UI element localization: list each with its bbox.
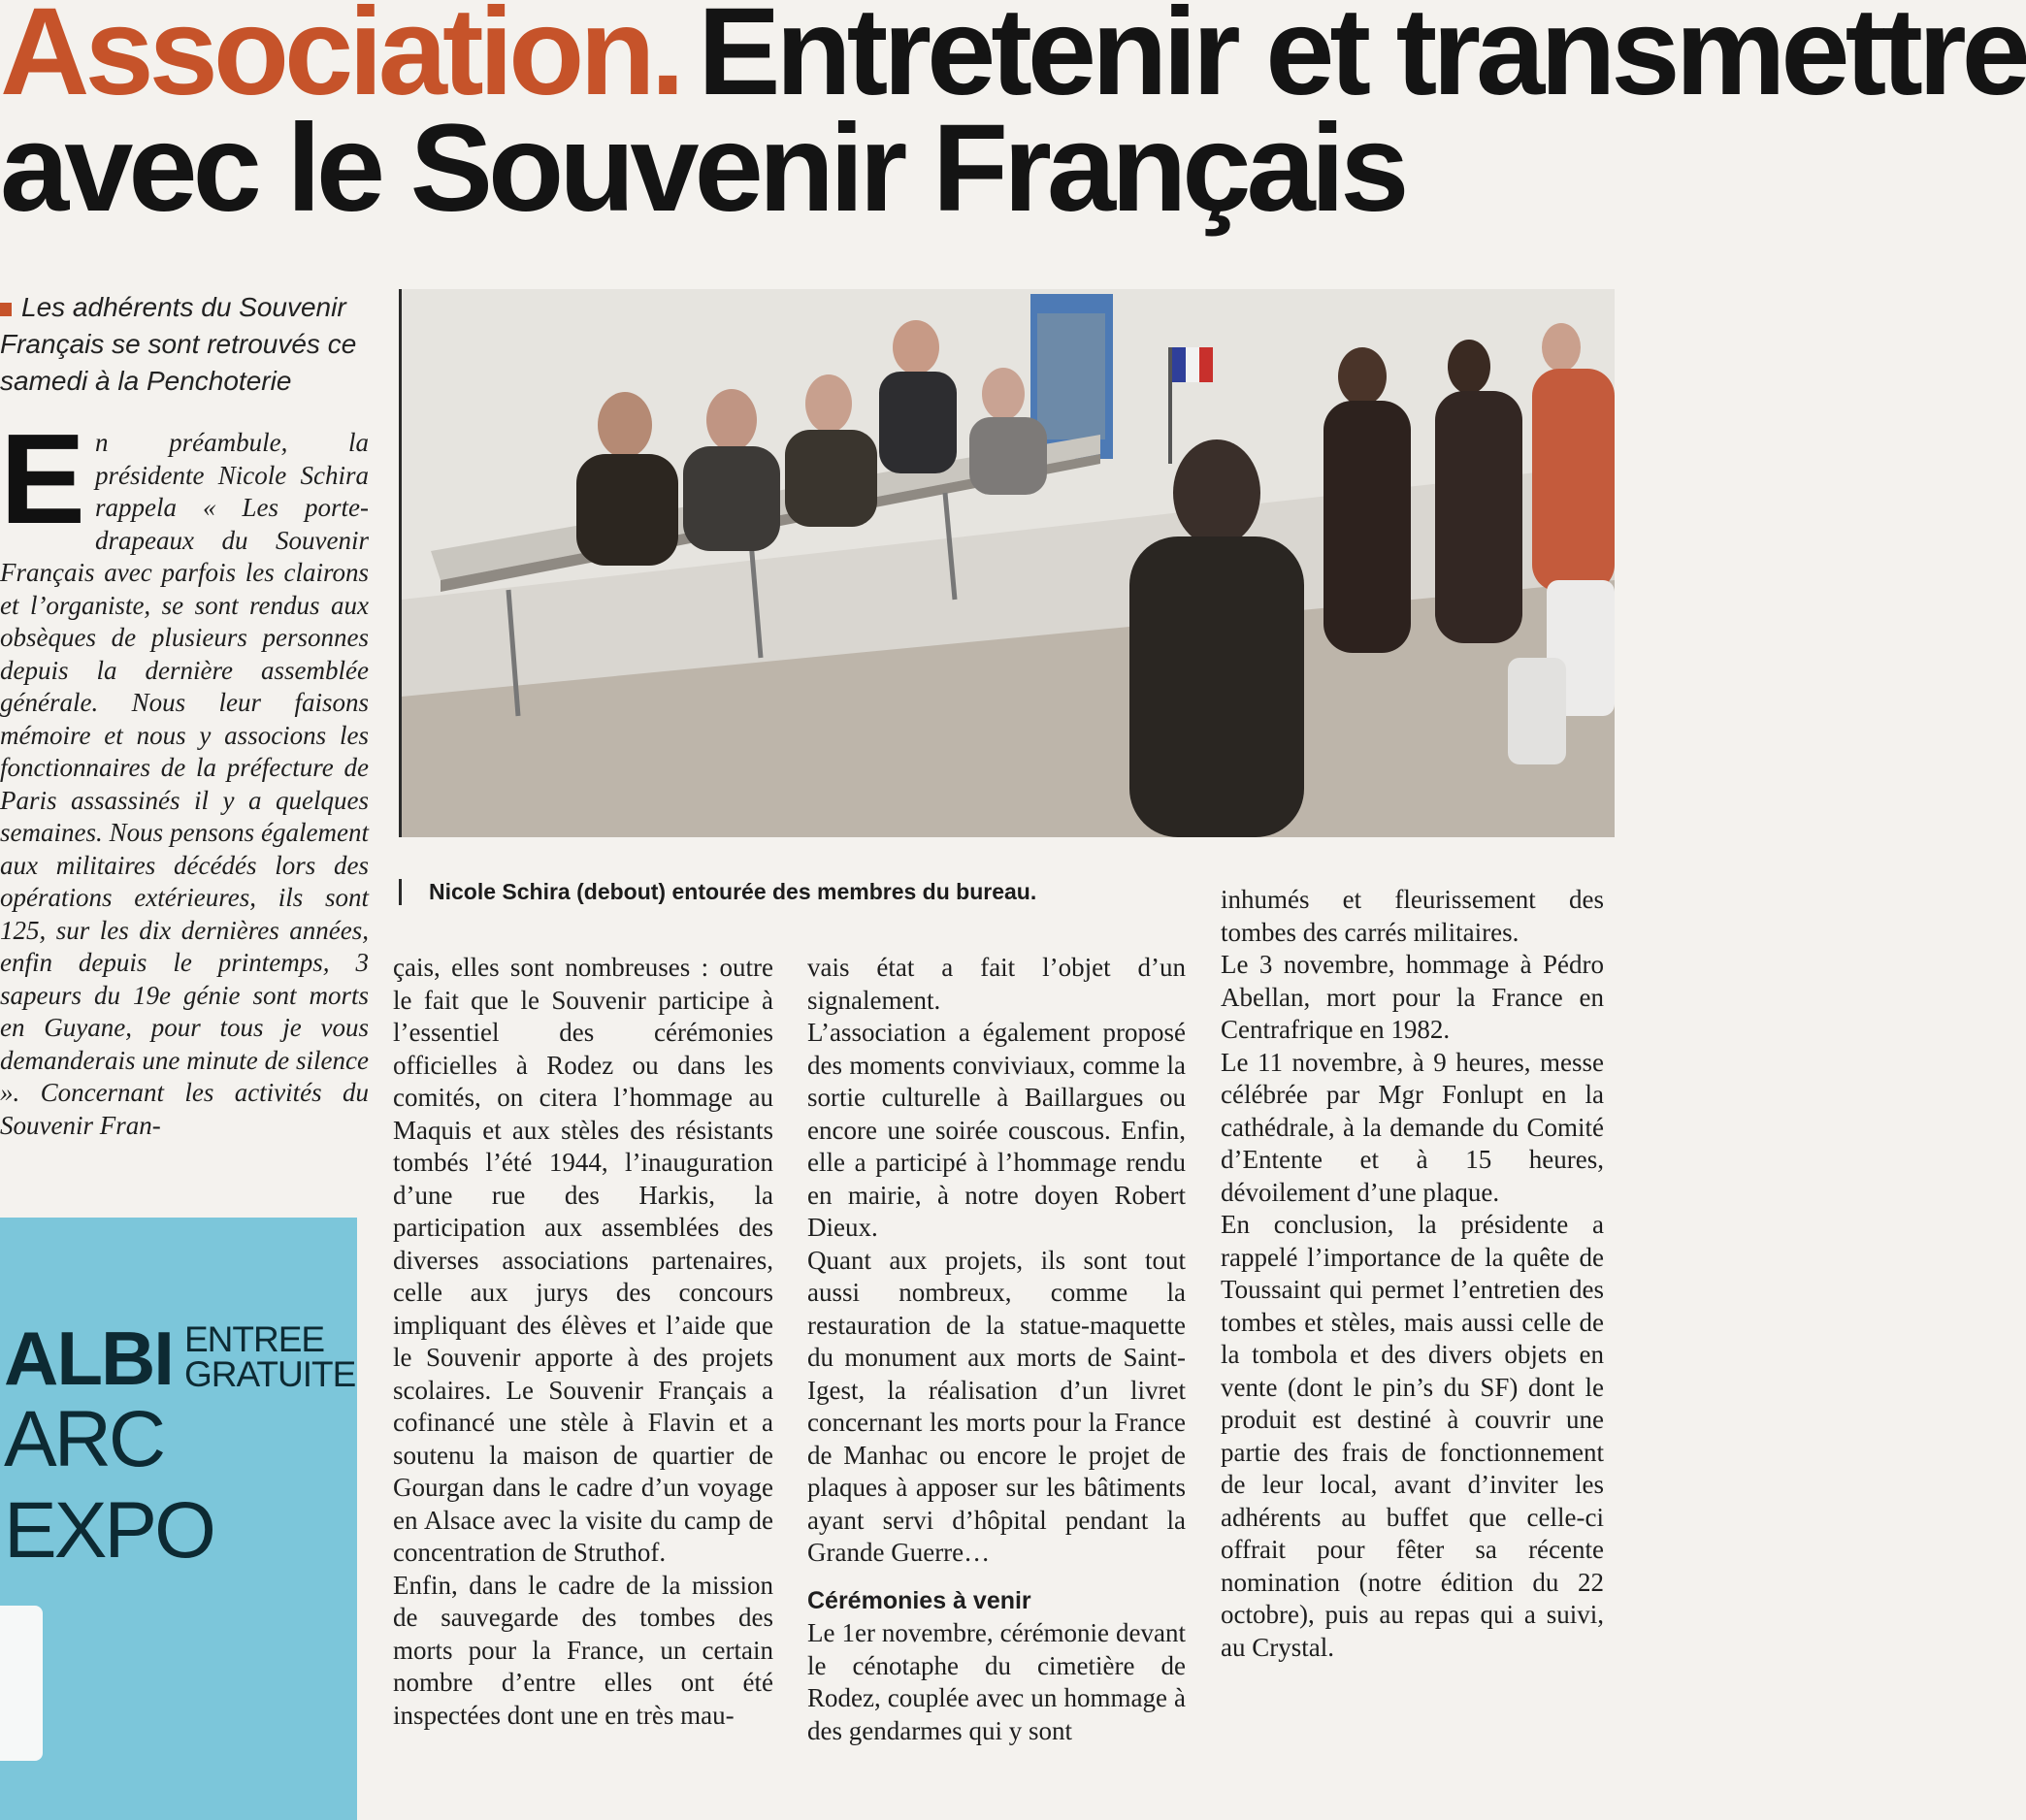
ad-free-line1: ENTREE bbox=[184, 1319, 325, 1359]
ad-graphic-block bbox=[0, 1606, 43, 1761]
article-paragraph: Le 11 novembre, à 9 heures, messe célébrée par Mgr Fonlupt en la cathédrale, à la demande du Comité d’Entente et à 15 heures, dévoilement d’une plaque. bbox=[1221, 1047, 1604, 1207]
ad-city: ALBI bbox=[4, 1316, 173, 1401]
article-paragraph: n préambule, la présidente Nicole Schira rappela « Les porte-drapeaux du Souvenir Français avec parfois les clairons et l’organiste, se sont rendus aux obsèques de plusieurs personnes depuis la dernière assemblée générale. Nous leur faisons mémoire et nous y associons les fonctionnaires de la préfecture de Paris assassinés il y a quelques semaines. Nous pensons également aux militaires décédés lors des opérations extérieures, ils sont 125, sur les dix dernières années, enfin depuis le printemps, 3 sapeurs du 19e génie sont morts en Guyane, pour tous je vous demanderais une minute de silence ». Concernant les activités du Souvenir Fran- bbox=[0, 428, 369, 1140]
article-column-3 bbox=[807, 952, 1186, 1747]
article-paragraph: inhumés et fleurissement des tombes des carrés militaires. bbox=[1221, 885, 1604, 947]
article-photo bbox=[399, 289, 1615, 837]
section-subheading: Cérémonies à venir bbox=[807, 1586, 1031, 1614]
article-paragraph: Le 3 novembre, hommage à Pédro Abellan, mort pour la France en Centrafrique en 1982. bbox=[1221, 950, 1604, 1044]
ad-venue: ARC EXPO bbox=[4, 1395, 213, 1575]
article-paragraph: Le 1er novembre, cérémonie devant le cénotaphe du cimetière de Rodez, couplée avec un hommage à des gendarmes qui y sont bbox=[807, 1618, 1186, 1745]
advertisement bbox=[0, 1218, 357, 1820]
article-paragraph: Quant aux projets, ils sont tout aussi nombreux, comme la restauration de la statue-maquette du monument aux morts de Saint-Igest, la réalisation d’un livret concernant les morts pour la France de Manhac ou encore le projet de plaques à apposer sur les bâtiments ayant servi d’hôpital pendant la Grande Guerre… bbox=[807, 1245, 1186, 1567]
article-paragraph: çais, elles sont nombreuses : outre le fait que le Souvenir participe à l’essentiel des cérémonies officielles à Rodez ou dans les comités, on citera l’hommage au Maquis et aux stèles des résistants tombés l’été 1944, l’inauguration d’une rue des Harkis, la participation aux assemblées des diverses associations partenaires, celle aux jurys des concours impliquant des élèves et l’aide que le Souvenir apporte à des projets scolaires. Le Souvenir Français a cofinancé une stèle à Flavin et a soutenu la maison de quartier de Gourgan dans le cadre d’un voyage en Alsace avec la visite du camp de concentration de Struthof. bbox=[393, 953, 773, 1567]
lead-text: Les adhérents du Souvenir Français se sont retrouvés ce samedi à la Penchoterie bbox=[0, 292, 357, 396]
photo-caption: Nicole Schira (debout) entourée des membres du bureau. bbox=[399, 879, 1205, 905]
ad-free-entry bbox=[184, 1319, 356, 1394]
lead-bullet-icon bbox=[0, 303, 12, 316]
article-paragraph: Enfin, dans le cadre de la mission de sauvegarde des tombes des morts pour la France, un certain nombre d’entre elles ont été inspectées dont une en très mau- bbox=[393, 1570, 773, 1730]
drop-cap: E bbox=[0, 407, 86, 550]
headline-kicker: Association. bbox=[0, 0, 681, 121]
article-column-4 bbox=[1221, 884, 1604, 1664]
article-paragraph: vais état a fait l’objet d’un signalement. bbox=[807, 953, 1186, 1015]
article-paragraph: L’association a également proposé des moments conviviaux, comme la sortie culturelle à Baillargues ou encore une soirée couscous. Enfin, elle a participé à l’hommage rendu en mairie, à notre doyen Robert Dieux. bbox=[807, 1018, 1186, 1242]
article-column-2 bbox=[393, 952, 773, 1732]
headline-title-line1: Entretenir et transmettre bbox=[698, 0, 2026, 121]
headline bbox=[0, 0, 2026, 238]
meeting-photo-illustration bbox=[402, 289, 1615, 837]
headline-title-line2: avec le Souvenir Français bbox=[0, 99, 1405, 238]
lead-paragraph bbox=[0, 289, 374, 400]
ad-free-line2: GRATUITE bbox=[184, 1354, 356, 1394]
article-column-1 bbox=[0, 407, 369, 1142]
article-paragraph: En conclusion, la présidente a rappelé l’importance de la quête de Toussaint qui permet l’entretien des tombes et stèles, mais aussi celle de la tombola et des divers objets en vente (dont le pin’s du SF) dont le produit est destiné à couvrir une partie des frais de fonctionnement de leur local, avant d’inviter les adhérents au buffet que celle-ci offrait pour fêter sa récente nomination (notre édition du 22 octobre), puis au repas qui a suivi, au Crystal. bbox=[1221, 1210, 1604, 1662]
